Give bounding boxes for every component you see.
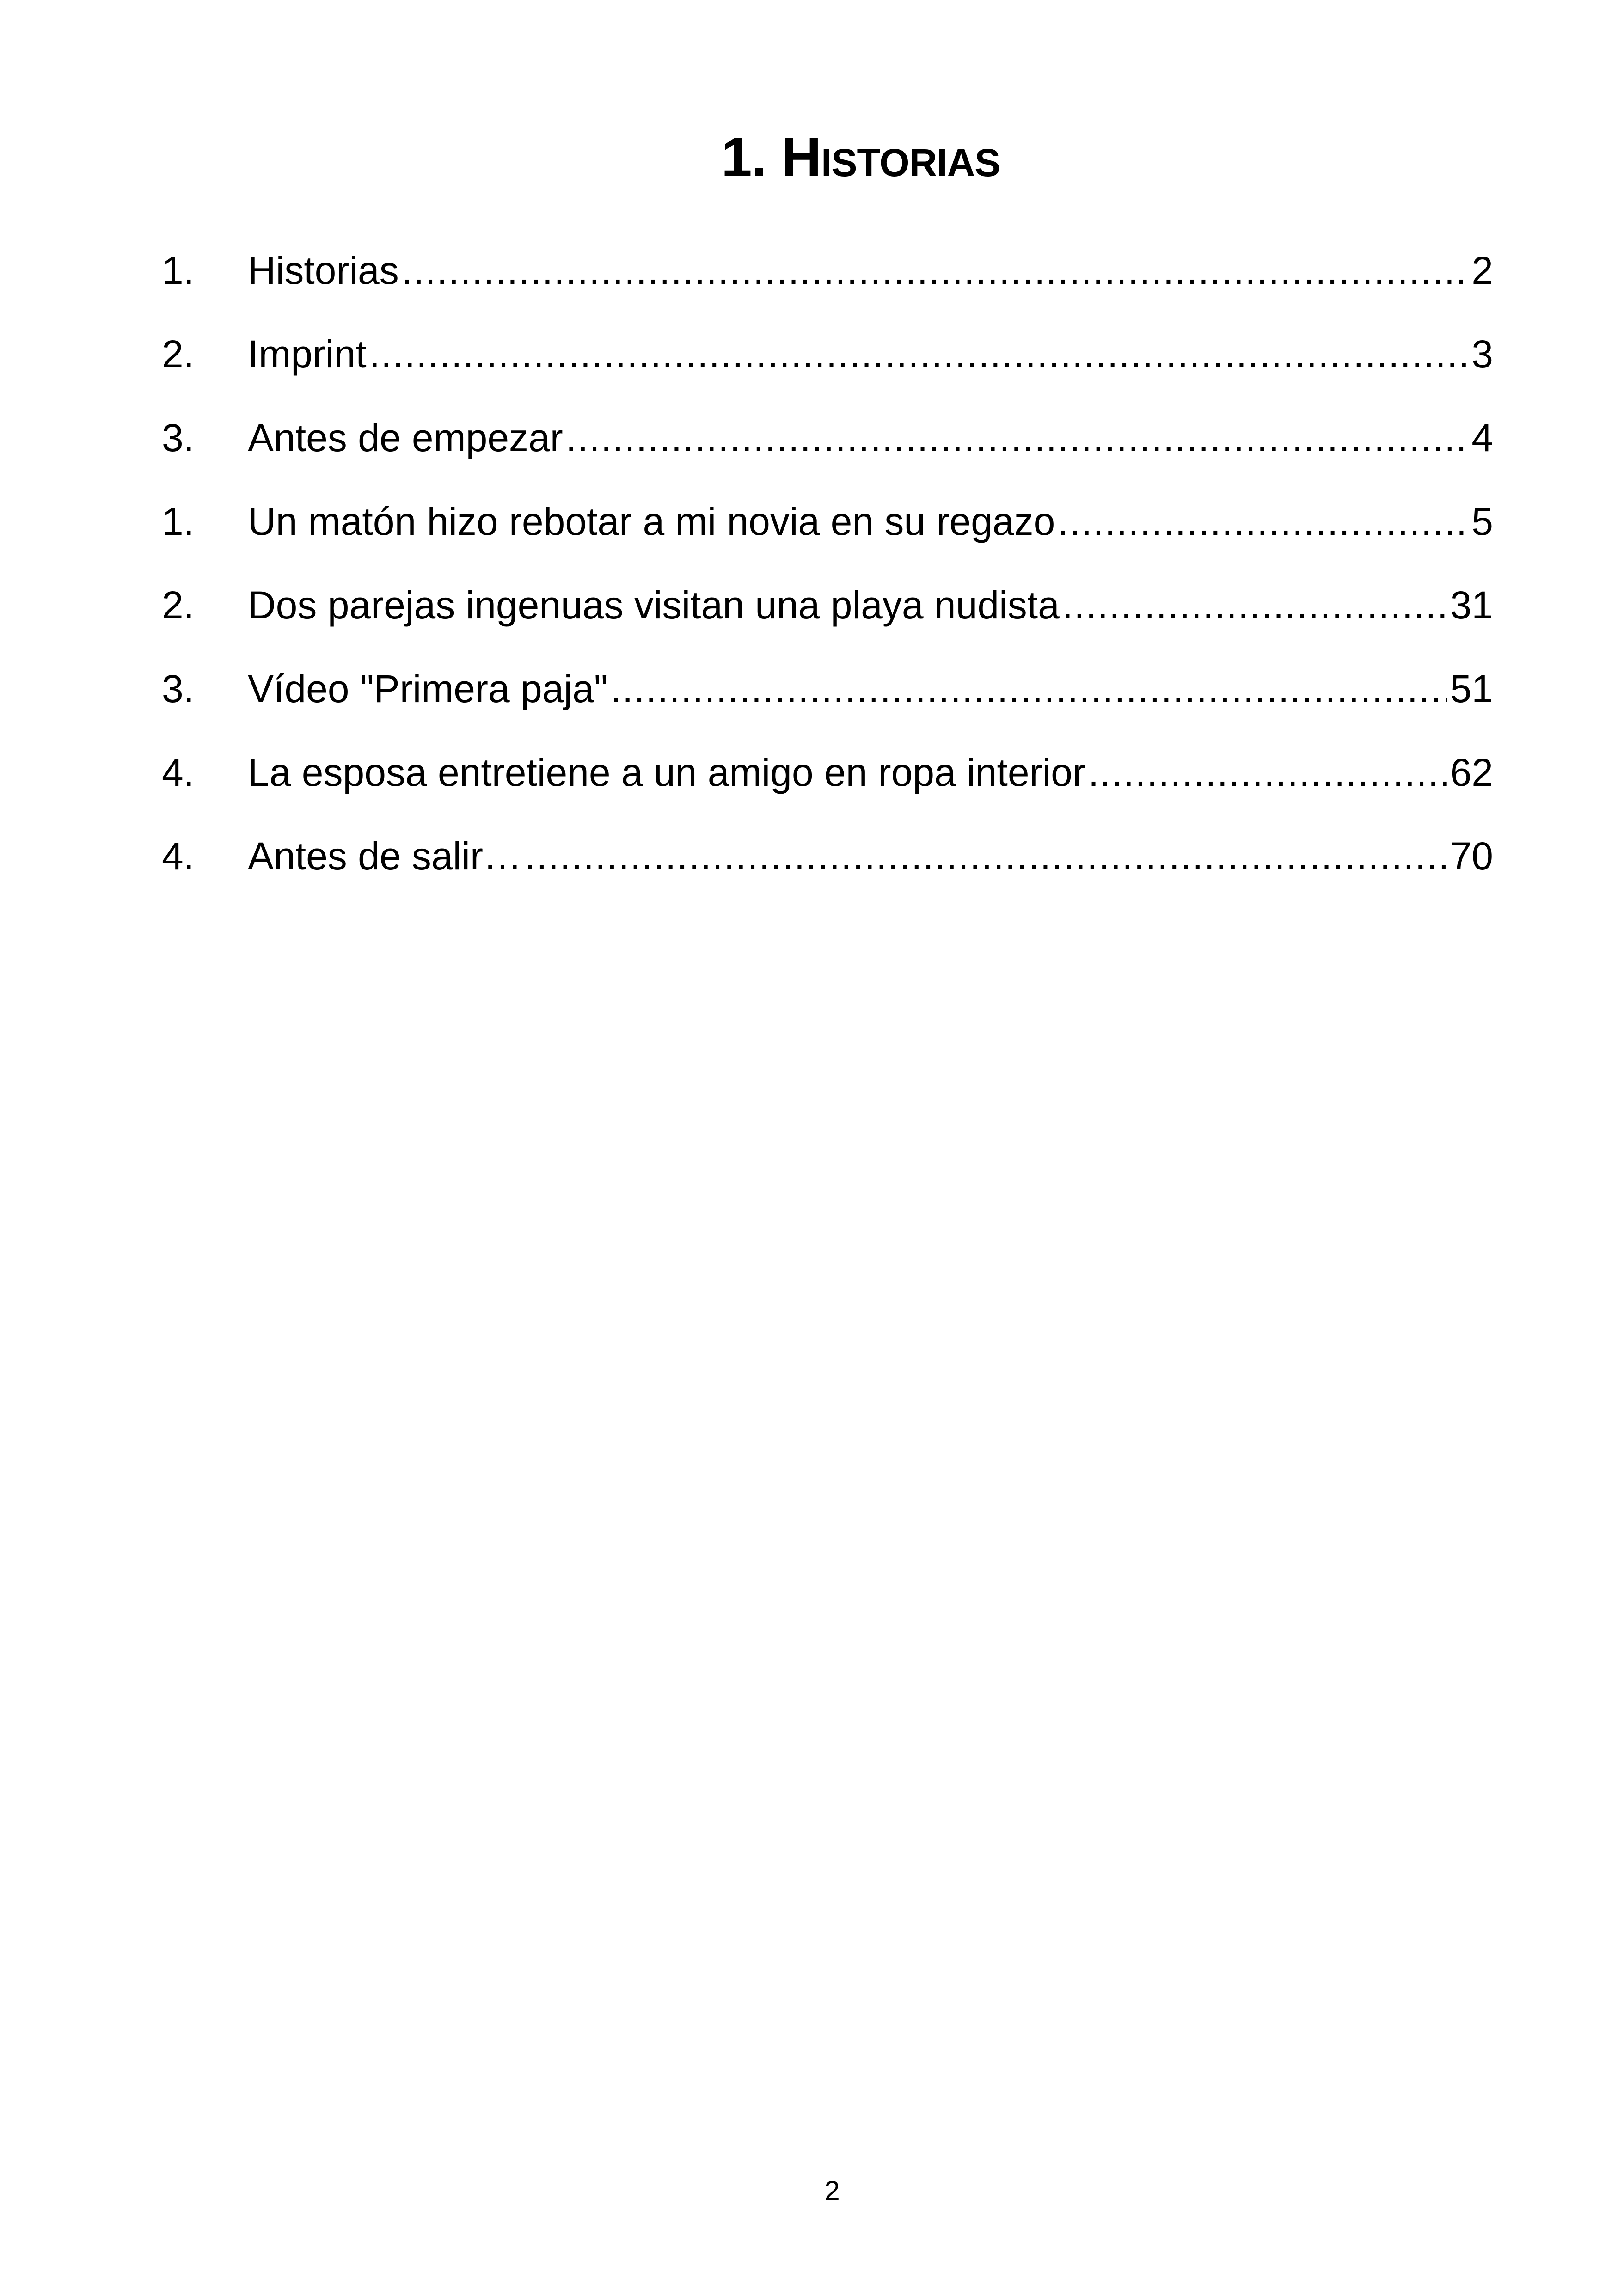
toc-entry-page: 3: [1471, 332, 1493, 376]
toc-entry-title: Antes de salir…: [248, 834, 522, 878]
toc-entry-title: Un matón hizo rebotar a mi novia en su regazo: [248, 500, 1055, 543]
toc-dot-leader: [611, 654, 1447, 723]
toc-entry-title: Vídeo "Primera paja": [248, 667, 608, 710]
toc-entry[interactable]: [162, 570, 1493, 654]
toc-entry-number: 2.: [162, 332, 195, 376]
toc-entry-page: 31: [1450, 583, 1493, 627]
page-number: 2: [824, 2175, 840, 2206]
toc-entry-title: La esposa entretiene a un amigo en ropa interior: [248, 751, 1085, 794]
toc-entry[interactable]: [162, 403, 1493, 487]
toc-entry-page: 5: [1471, 500, 1493, 543]
toc-entry-page: 62: [1450, 751, 1493, 794]
heading-number: 1.: [721, 126, 767, 188]
toc-entry-number: 1.: [162, 500, 195, 543]
toc-dot-leader: [1058, 487, 1469, 556]
toc-entry[interactable]: [162, 487, 1493, 570]
toc-entry-page: 2: [1471, 249, 1493, 292]
toc-dot-leader: [1062, 570, 1447, 640]
toc-entry-number: 2.: [162, 583, 195, 627]
toc-dot-leader: [1088, 738, 1447, 807]
toc-entry-page: 4: [1471, 416, 1493, 459]
toc-entry-page: 70: [1450, 834, 1493, 878]
toc-entry-title: Antes de empezar: [248, 416, 563, 459]
heading-title: Historias: [781, 126, 1000, 188]
toc-dot-leader: [402, 236, 1469, 305]
toc-entry[interactable]: [162, 654, 1493, 738]
toc-entry[interactable]: [162, 738, 1493, 821]
toc-entry[interactable]: [162, 821, 1493, 905]
toc-entry-title: Dos parejas ingenuas visitan una playa nudista: [248, 583, 1060, 627]
page-heading: [721, 122, 1137, 192]
toc-entry-page: 51: [1450, 667, 1493, 710]
toc-entry-title: Historias: [248, 249, 399, 292]
toc-entry-number: 3.: [162, 416, 195, 459]
toc-entry-number: 3.: [162, 667, 195, 710]
toc-dot-leader: [525, 821, 1447, 891]
toc-entry-number: 1.: [162, 249, 195, 292]
toc-dot-leader: [566, 403, 1469, 472]
toc-entry-number: 4.: [162, 751, 195, 794]
toc-entry[interactable]: [162, 236, 1493, 319]
toc-entry-title: Imprint: [248, 332, 367, 376]
toc-entry-number: 4.: [162, 834, 195, 878]
toc-entry[interactable]: [162, 319, 1493, 403]
toc-dot-leader: [369, 319, 1469, 389]
table-of-contents: [162, 236, 1493, 905]
